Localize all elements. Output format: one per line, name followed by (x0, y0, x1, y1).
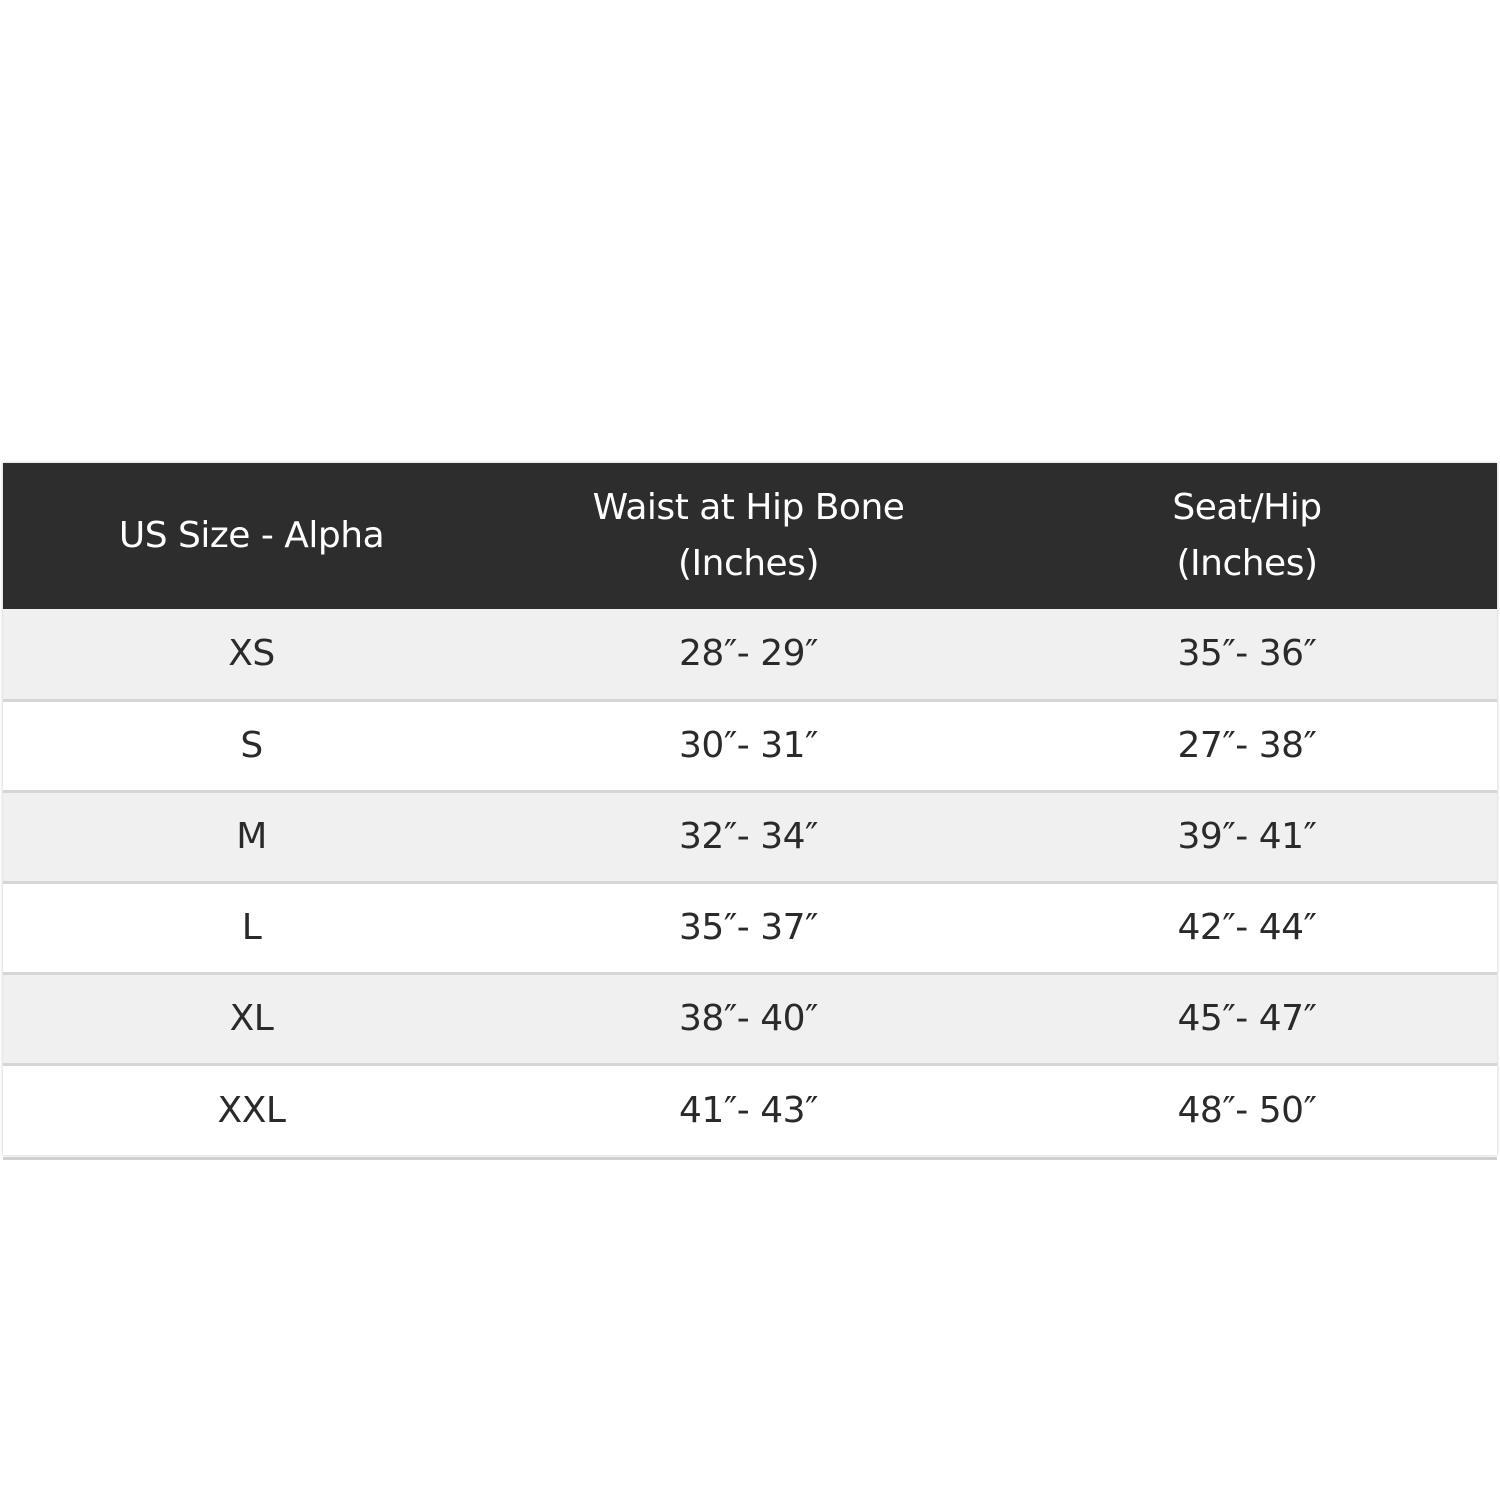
cell-waist: 28″- 29″ (679, 633, 818, 675)
table-row (3, 700, 1497, 791)
cell-seat: 42″- 44″ (997, 882, 1497, 973)
size-chart-body (3, 609, 1497, 1155)
cell-seat: 48″- 50″ (997, 1064, 1497, 1155)
table-bottom-border (3, 1157, 1497, 1160)
header-waist-unit: (Inches) (677, 543, 820, 584)
header-seat-hip-label: Seat/Hip (1172, 487, 1322, 528)
header-seat-hip-unit: (Inches) (1176, 543, 1318, 584)
cell-waist: 32″- 34″ (500, 791, 997, 882)
cell-size: XXL (3, 1064, 500, 1155)
cell-size: M (3, 791, 500, 882)
cell-seat: 45″- 47″ (997, 973, 1497, 1064)
cell-size: XS (228, 633, 275, 675)
header-us-size-label: US Size - Alpha (118, 515, 385, 556)
table-row (3, 973, 1497, 1064)
cell-waist: 30″- 31″ (500, 700, 997, 791)
cell-waist: 38″- 40″ (500, 973, 997, 1064)
header-waist (500, 463, 997, 609)
header-waist-label: Waist at Hip Bone (592, 487, 905, 528)
cell-waist: 41″- 43″ (500, 1064, 997, 1155)
cell-seat: 27″- 38″ (997, 700, 1497, 791)
size-chart-table (3, 463, 1497, 1155)
cell-size: XL (3, 973, 500, 1064)
cell-size: S (3, 700, 500, 791)
size-chart-header (3, 463, 1497, 609)
header-us-size (3, 463, 500, 609)
table-row (3, 609, 1497, 700)
cell-size: L (3, 882, 500, 973)
header-row (3, 463, 1497, 609)
table-row (3, 882, 1497, 973)
cell-seat: 39″- 41″ (997, 791, 1497, 882)
cell-seat: 35″- 36″ (1177, 633, 1317, 675)
table-row (3, 1064, 1497, 1155)
cell-waist: 35″- 37″ (500, 882, 997, 973)
header-seat-hip (997, 463, 1497, 609)
table-row (3, 791, 1497, 882)
